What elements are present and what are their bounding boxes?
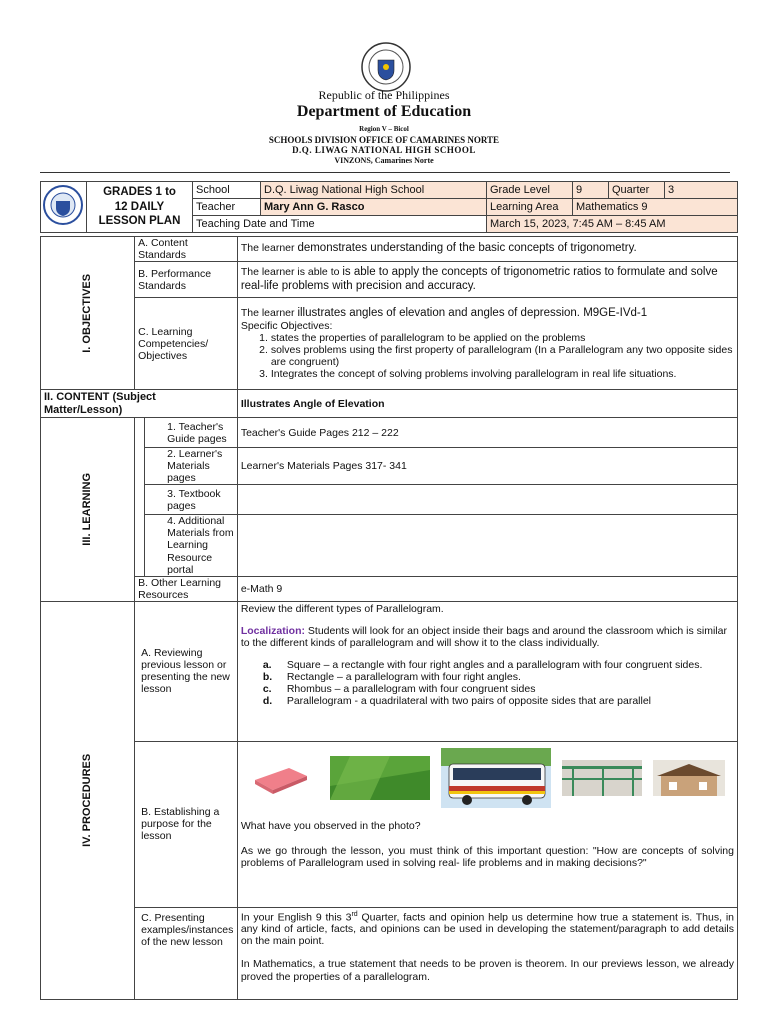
purpose-label: B. Establishing a purpose for the lesson <box>135 741 238 907</box>
lesson-plan-table <box>40 236 738 1000</box>
school-logo-icon <box>43 185 83 225</box>
region-line: Region V – Bicol <box>359 125 409 133</box>
school-value: D.Q. Liwag National High School <box>261 182 487 199</box>
other-resources-label: B. Other Learning Resources <box>135 576 238 601</box>
railing-image <box>562 760 642 796</box>
date-value: March 15, 2023, 7:45 AM – 8:45 AM <box>487 215 738 232</box>
list-item: c. Rhombus – a parallelogram with four congruent sides <box>262 683 536 696</box>
house-image <box>653 760 725 796</box>
photo-strip <box>241 746 734 808</box>
plan-title: GRADES 1 to 12 DAILY LESSON PLAN <box>87 182 193 233</box>
teachers-guide-value: Teacher's Guide Pages 212 – 222 <box>237 418 737 448</box>
school-line: D.Q. LIWAG NATIONAL HIGH SCHOOL <box>292 145 476 155</box>
deped-seal-icon <box>361 42 411 92</box>
teacher-label: Teacher <box>193 198 261 215</box>
learning-spacer <box>135 418 145 577</box>
list-item: 3. Integrates the concept of solving problems involving parallelogram in real life situations. <box>271 368 734 380</box>
teacher-value: Mary Ann G. Rasco <box>261 198 487 215</box>
list-item: 2. solves problems using the first property of parallelogram (In a Parallelogram any two opposite sides are congruent) <box>271 344 734 368</box>
purpose-question: What have you observed in the photo? <box>240 819 421 832</box>
parallelogram-types-list <box>263 659 734 707</box>
republic-line: Republic of the Philippines <box>318 88 450 102</box>
other-resources-value: e-Math 9 <box>237 576 737 601</box>
teachers-guide-label: 1. Teacher's Guide pages <box>145 418 238 448</box>
school-logo-cell <box>41 182 87 233</box>
performance-standards-label: B. Performance Standards <box>135 262 238 298</box>
additional-materials-value <box>237 515 737 576</box>
quarter-label: Quarter <box>609 182 665 199</box>
header-divider <box>40 172 730 173</box>
field-image <box>330 756 430 800</box>
grade-value: 9 <box>573 182 609 199</box>
purpose-essential-question: As we go through the lesson, you must think of this important question: "How are concepts of solving problems of Parallelogram used in solving real- life problems and in making decisions?" <box>240 844 734 869</box>
learning-section: III. LEARNING <box>41 418 135 602</box>
department-title: Department of Education <box>296 103 472 120</box>
division-line: SCHOOLS DIVISION OFFICE OF CAMARINES NORTE <box>268 135 500 145</box>
content-standards-value: The learner demonstrates understanding of the basic concepts of trigonometry. <box>237 237 737 262</box>
specific-objectives-list <box>271 332 734 380</box>
list-item: d. Parallelogram - a quadrilateral with two pairs of opposite sides that are parallel <box>262 695 652 708</box>
list-item: a. Square – a rectangle with four right angles and a parallelogram with four congruent sides. <box>262 658 703 671</box>
list-item: 1. states the properties of parallelogram to be applied on the problems <box>271 332 734 344</box>
reviewing-value: Review the different types of Parallelogram. Localization: Students will look for an object inside their bags and around the classroom which is similar to the different kinds of parallelogram and will show it to the class individually. a. Square – a rectangle with four right angles and a parallelogram with four congruent sides. b. Rectangle – a parallelogram with four right angles. c. Rhombus – a parallelogram with four congruent sides d. Parallelogram - a quadrilateral with two pairs of opposite sides that are parallel <box>237 601 737 741</box>
purpose-value <box>237 741 737 907</box>
eraser-image <box>245 758 319 798</box>
competencies-label: C. Learning Competencies/ Objectives <box>135 298 238 390</box>
content-value: Illustrates Angle of Elevation <box>237 390 737 418</box>
objectives-section: I. OBJECTIVES <box>41 237 135 390</box>
list-item: b. Rectangle – a parallelogram with four right angles. <box>262 671 521 683</box>
presenting-label: C. Presenting examples/instances of the new lesson <box>135 907 238 999</box>
presenting-value: In your English 9 this 3rd Quarter, facts and opinion help us determine how true a statement is. Thus, in any kind of article, facts, and opinions can be used in developing the statement/paragraph to add details on the main point. In Mathematics, a true statement that needs to be proven is theorem. In our previews lesson, we already proved the properties of a parallelogram. <box>237 907 737 999</box>
additional-materials-label: 4. Additional Materials from Learning Resource portal <box>145 515 238 576</box>
school-label: School <box>193 182 261 199</box>
textbook-value <box>237 485 737 515</box>
reviewing-label: A. Reviewing previous lesson or presenting the new lesson <box>135 601 238 741</box>
procedures-section: IV. PROCEDURES <box>41 601 135 999</box>
date-label: Teaching Date and Time <box>193 215 487 232</box>
area-value: Mathematics 9 <box>573 198 738 215</box>
location-line: VINZONS, Camarines Norte <box>334 156 434 165</box>
content-label: II. CONTENT (Subject Matter/Lesson) <box>41 390 238 418</box>
learners-materials-label: 2. Learner's Materials pages <box>145 448 238 485</box>
competencies-value: The learner illustrates angles of elevation and angles of depression. M9GE-IVd-1 Specific Objectives: 1. states the properties of parallelogram to be applied on the problems 2. solves problems using the first property of parallelogram (In a Parallelogram any two opposite sides are congruent) 3. Integrates the concept of solving problems involving parallelogram in real life situations. <box>237 298 737 390</box>
performance-standards-value: The learner is able to is able to apply the concepts of trigonometric ratios to formulate and solve real-life problems with precision and accuracy. <box>237 262 737 298</box>
lesson-info-table <box>40 181 738 233</box>
bus-image <box>441 748 551 808</box>
grade-label: Grade Level <box>487 182 573 199</box>
learners-materials-value: Learner's Materials Pages 317- 341 <box>237 448 737 485</box>
area-label: Learning Area <box>487 198 573 215</box>
textbook-label: 3. Textbook pages <box>145 485 238 515</box>
content-standards-label: A. Content Standards <box>135 237 238 262</box>
quarter-value: 3 <box>665 182 738 199</box>
